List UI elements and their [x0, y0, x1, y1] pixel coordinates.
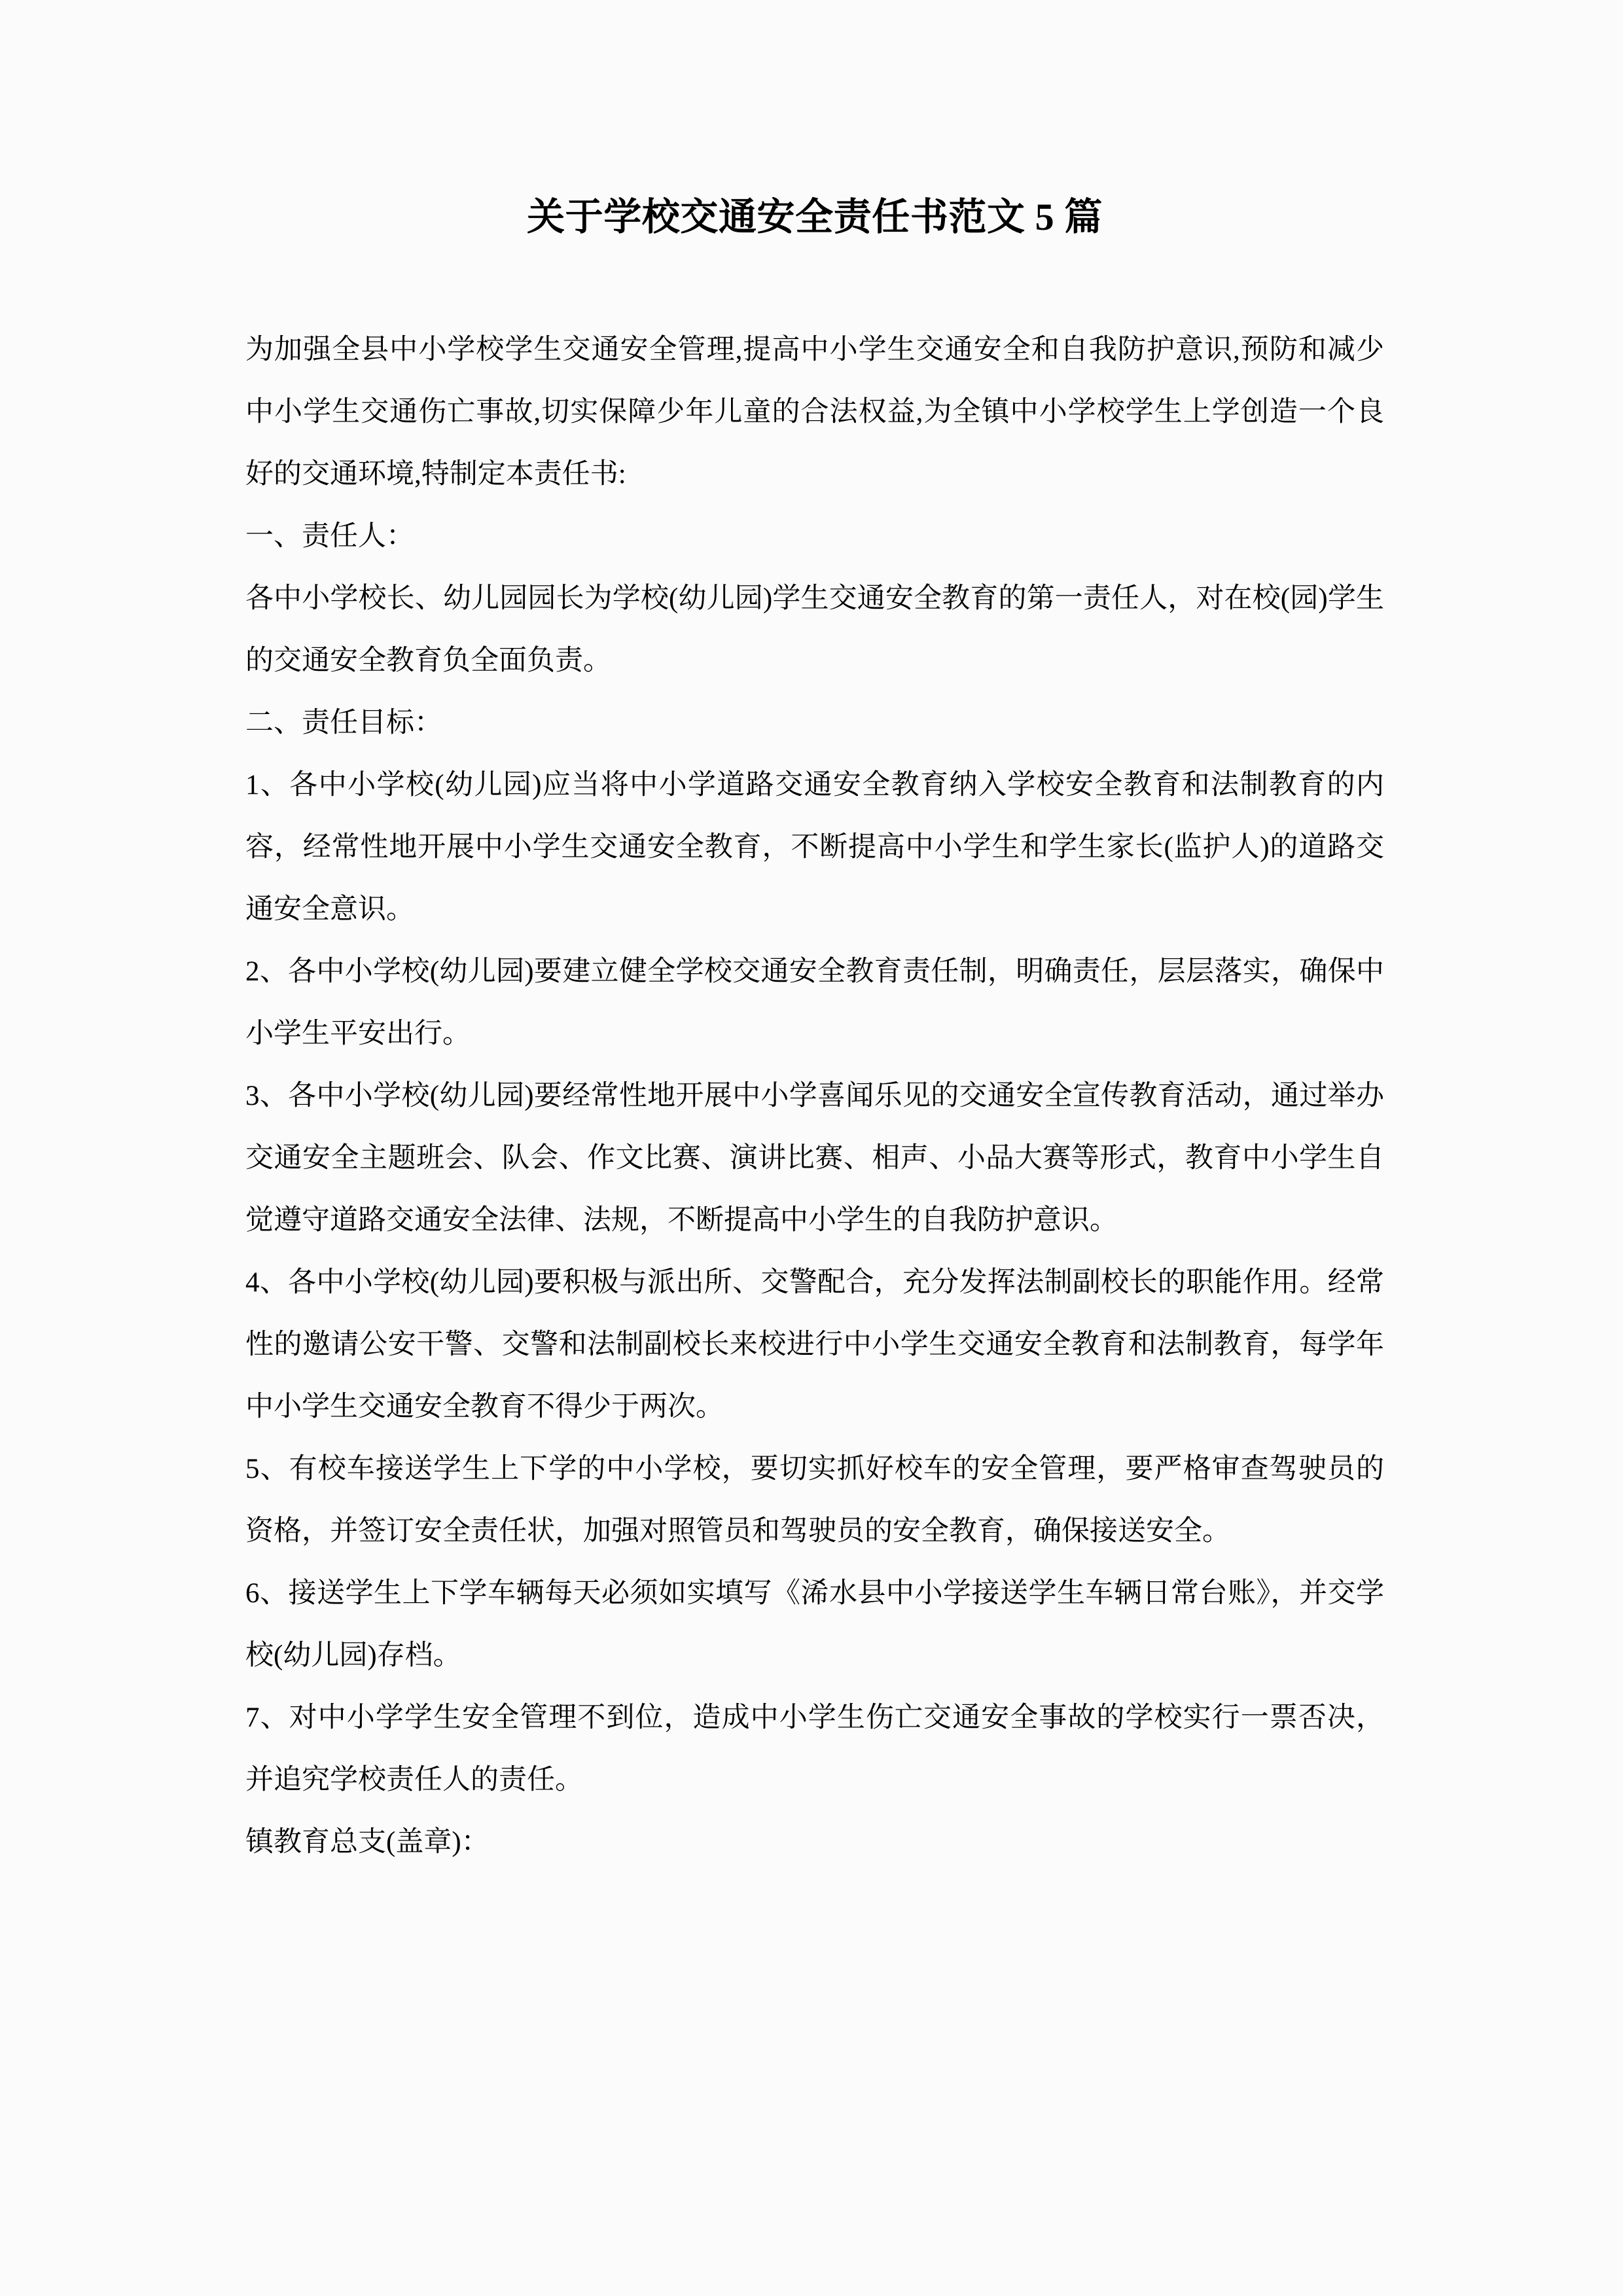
paragraph-item-1: 1、各中小学校(幼儿园)应当将中小学道路交通安全教育纳入学校安全教育和法制教育的内容，经常性地开展中小学生交通安全教育，不断提高中小学生和学生家长(监护人)的道路交通安全意识。 — [245, 769, 1384, 925]
section-heading-responsibility-goals: 二、责任目标： — [245, 707, 442, 738]
paragraph-item-7: 7、对中小学学生安全管理不到位，造成中小学生伤亡交通安全事故的学校实行一票否决，并追究学校责任人的责任。 — [245, 1702, 1384, 1795]
paragraph-item-6: 6、接送学生上下学车辆每天必须如实填写《浠水县中小学接送学生车辆日常台账》，并交学校(幼儿园)存档。 — [245, 1577, 1384, 1671]
paragraph-responsible-person: 各中小学校长、幼儿园园长为学校(幼儿园)学生交通安全教育的第一责任人，对在校(园)学生的交通安全教育负全面负责。 — [245, 583, 1384, 676]
document-text-column — [245, 0, 1384, 1873]
paragraph-intro: 为加强全县中小学校学生交通安全管理,提高中小学生交通安全和自我防护意识,预防和减少中小学生交通伤亡事故,切实保障少年儿童的合法权益,为全镇中小学校学生上学创造一个良好的交通环境,特制定本责任书: — [245, 334, 1384, 490]
paragraph-item-4: 4、各中小学校(幼儿园)要积极与派出所、交警配合，充分发挥法制副校长的职能作用。经常性的邀请公安干警、交警和法制副校长来校进行中小学生交通安全教育和法制教育，每学年中小学生交通安全教育不得少于两次。 — [245, 1266, 1384, 1422]
paragraph-item-3: 3、各中小学校(幼儿园)要经常性地开展中小学喜闻乐见的交通安全宣传教育活动，通过举办交通安全主题班会、队会、作文比赛、演讲比赛、相声、小品大赛等形式，教育中小学生自觉遵守道路交通安全法律、法规，不断提高中小学生的自我防护意识。 — [245, 1080, 1384, 1236]
signoff-line: 镇教育总支(盖章)： — [245, 1826, 490, 1857]
paragraph-item-2: 2、各中小学校(幼儿园)要建立健全学校交通安全教育责任制，明确责任，层层落实，确保中小学生平安出行。 — [245, 956, 1384, 1049]
section-heading-responsible-person: 一、责任人： — [245, 520, 414, 552]
page-title: 关于学校交通安全责任书范文 5 篇 — [527, 196, 1103, 238]
title-spacer — [245, 242, 1384, 319]
paragraph-item-5: 5、有校车接送学生上下学的中小学校，要切实抓好校车的安全管理，要严格审查驾驶员的资格，并签订安全责任状，加强对照管员和驾驶员的安全教育，确保接送安全。 — [245, 1453, 1384, 1547]
